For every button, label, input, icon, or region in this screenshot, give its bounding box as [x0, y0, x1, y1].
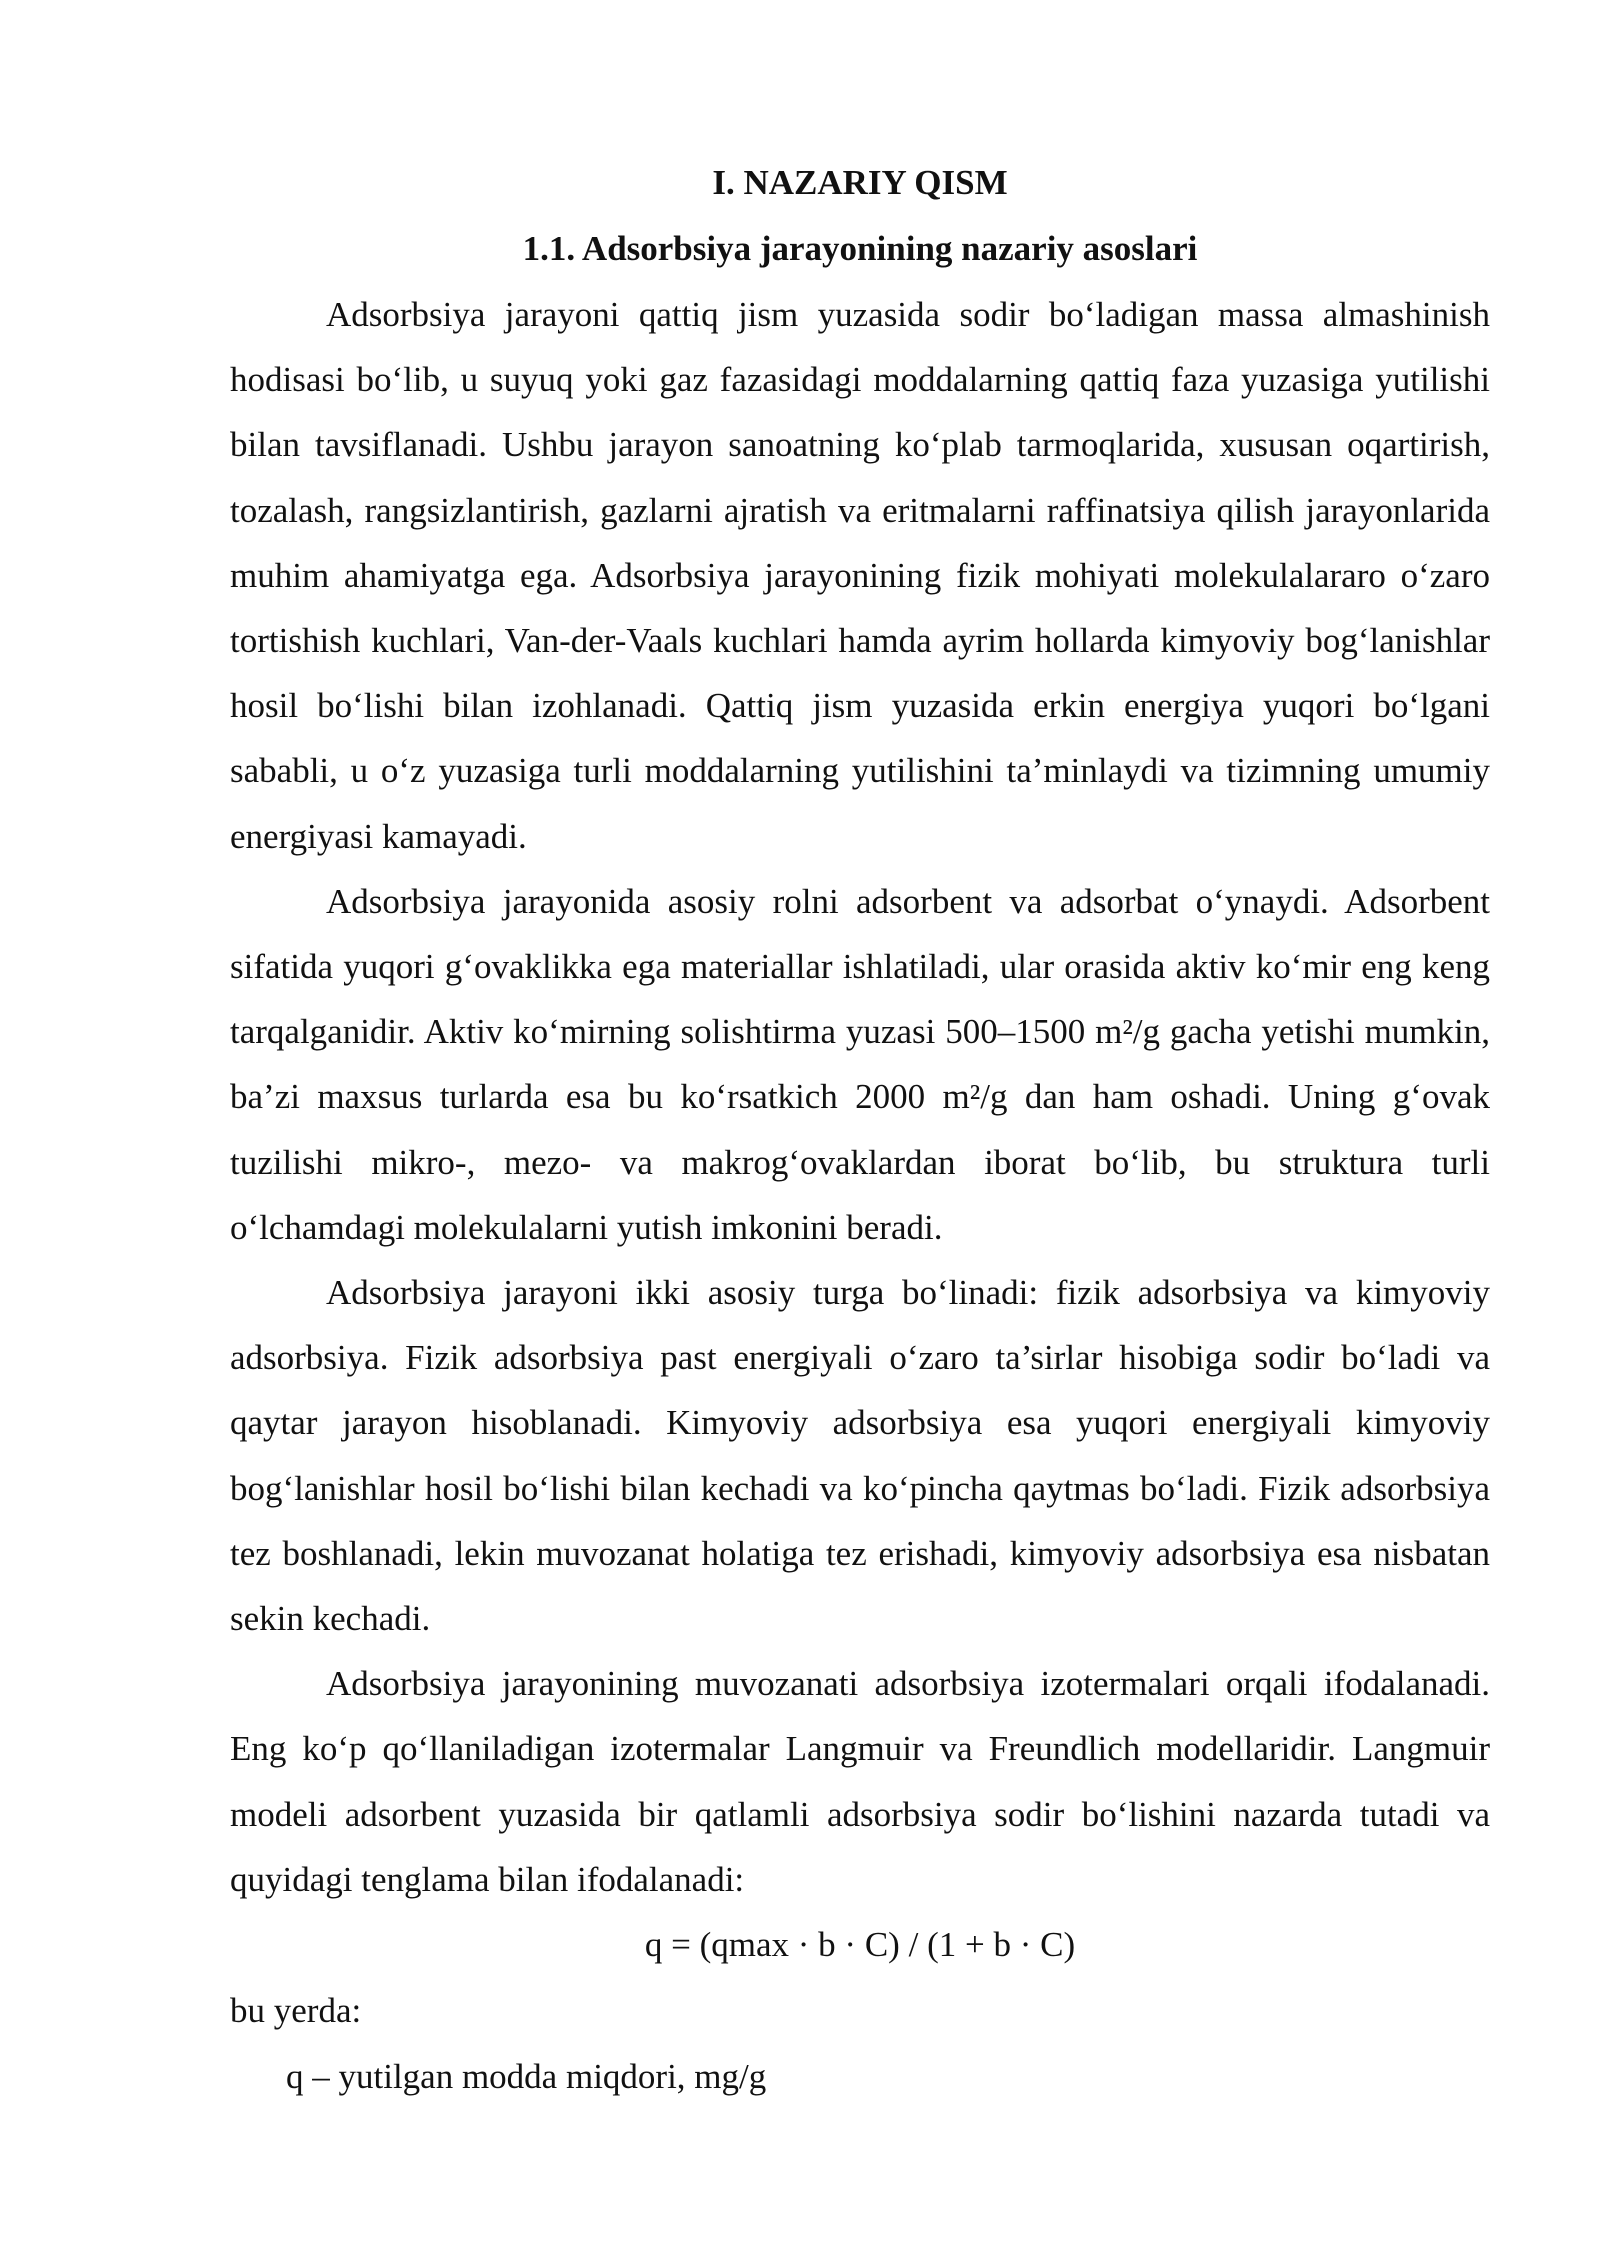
paragraph-3: Adsorbsiya jarayoni ikki asosiy turga bo‘linadi: fizik adsorbsiya va kimyoviy adsorbsiya. Fizik adsorbsiya past energiyali o‘zaro ta’sirlar hisobiga sodir bo‘ladi va qaytar jarayon hisoblanadi. Kimyoviy adsorbsiya esa yuqori energiyali kimyoviy bog‘lanishlar hosil bo‘lishi bilan kechadi va ko‘pincha qaytmas bo‘ladi. Fizik adsorbsiya tez boshlanadi, lekin muvozanat holatiga tez erishadi, kimyoviy adsorbsiya esa nisbatan sekin kechadi. — [230, 1273, 1490, 1639]
paragraph-4: Adsorbsiya jarayonining muvozanati adsorbsiya izotermalari orqali ifodalanadi. Eng ko‘p qo‘llaniladigan izotermalar Langmuir va Freundlich modellaridir. Langmuir modeli adsorbent yuzasida bir qatlamli adsorbsiya sodir bo‘lishini nazarda tutadi va quyidagi tenglama bilan ifodalanadi: — [230, 1664, 1490, 1899]
paragraph-2: Adsorbsiya jarayonida asosiy rolni adsorbent va adsorbat o‘ynaydi. Adsorbent sifatida yuqori g‘ovaklikka ega materiallar ishlatiladi, ular orasida aktiv ko‘mir eng keng tarqalganidir. Aktiv ko‘mirning solishtirma yuzasi 500–1500 m²/g gacha yetishi mumkin, ba’zi maxsus turlarda esa bu ko‘rsatkich 2000 m²/g dan ham oshadi. Uning g‘ovak tuzilishi mikro-, mezo- va makrog‘ovaklardan iborat bo‘lib, bu struktura turli o‘lchamdagi molekulalarni yutish imkonini beradi. — [230, 881, 1490, 1247]
where-label: bu yerda: — [230, 1991, 362, 2031]
langmuir-formula: q = (qmax · b · C) / (1 + b · C) — [644, 1925, 1076, 1965]
variable-definition: q – yutilgan modda miqdori, mg/g — [286, 2057, 767, 2097]
document-page — [230, 150, 1490, 2110]
subsection-title: 1.1. Adsorbsiya jarayonining nazariy asoslari — [522, 229, 1198, 268]
section-title: I. NAZARIY QISM — [712, 163, 1008, 202]
paragraph-1: Adsorbsiya jarayoni qattiq jism yuzasida sodir bo‘ladigan massa almashinish hodisasi bo‘lib, u suyuq yoki gaz fazasidagi moddalarning qattiq faza yuzasiga yutilishi bilan tavsiflanadi. Ushbu jarayon sanoatning ko‘plab tarmoqlarida, xususan oqartirish, tozalash, rangsizlantirish, gazlarni ajratish va eritmalarni raffinatsiya qilish jarayonlarida muhim ahamiyatga ega. Adsorbsiya jarayonining fizik mohiyati molekulalararo o‘zaro tortishish kuchlari, Van-der-Vaals kuchlari hamda ayrim hollarda kimyoviy bog‘lanishlar hosil bo‘lishi bilan izohlanadi. Qattiq jism yuzasida erkin energiya yuqori bo‘lgani sababli, u o‘z yuzasiga turli moddalarning yutilishini ta’minlaydi va tizimning umumiy energiyasi kamayadi. — [230, 295, 1490, 856]
